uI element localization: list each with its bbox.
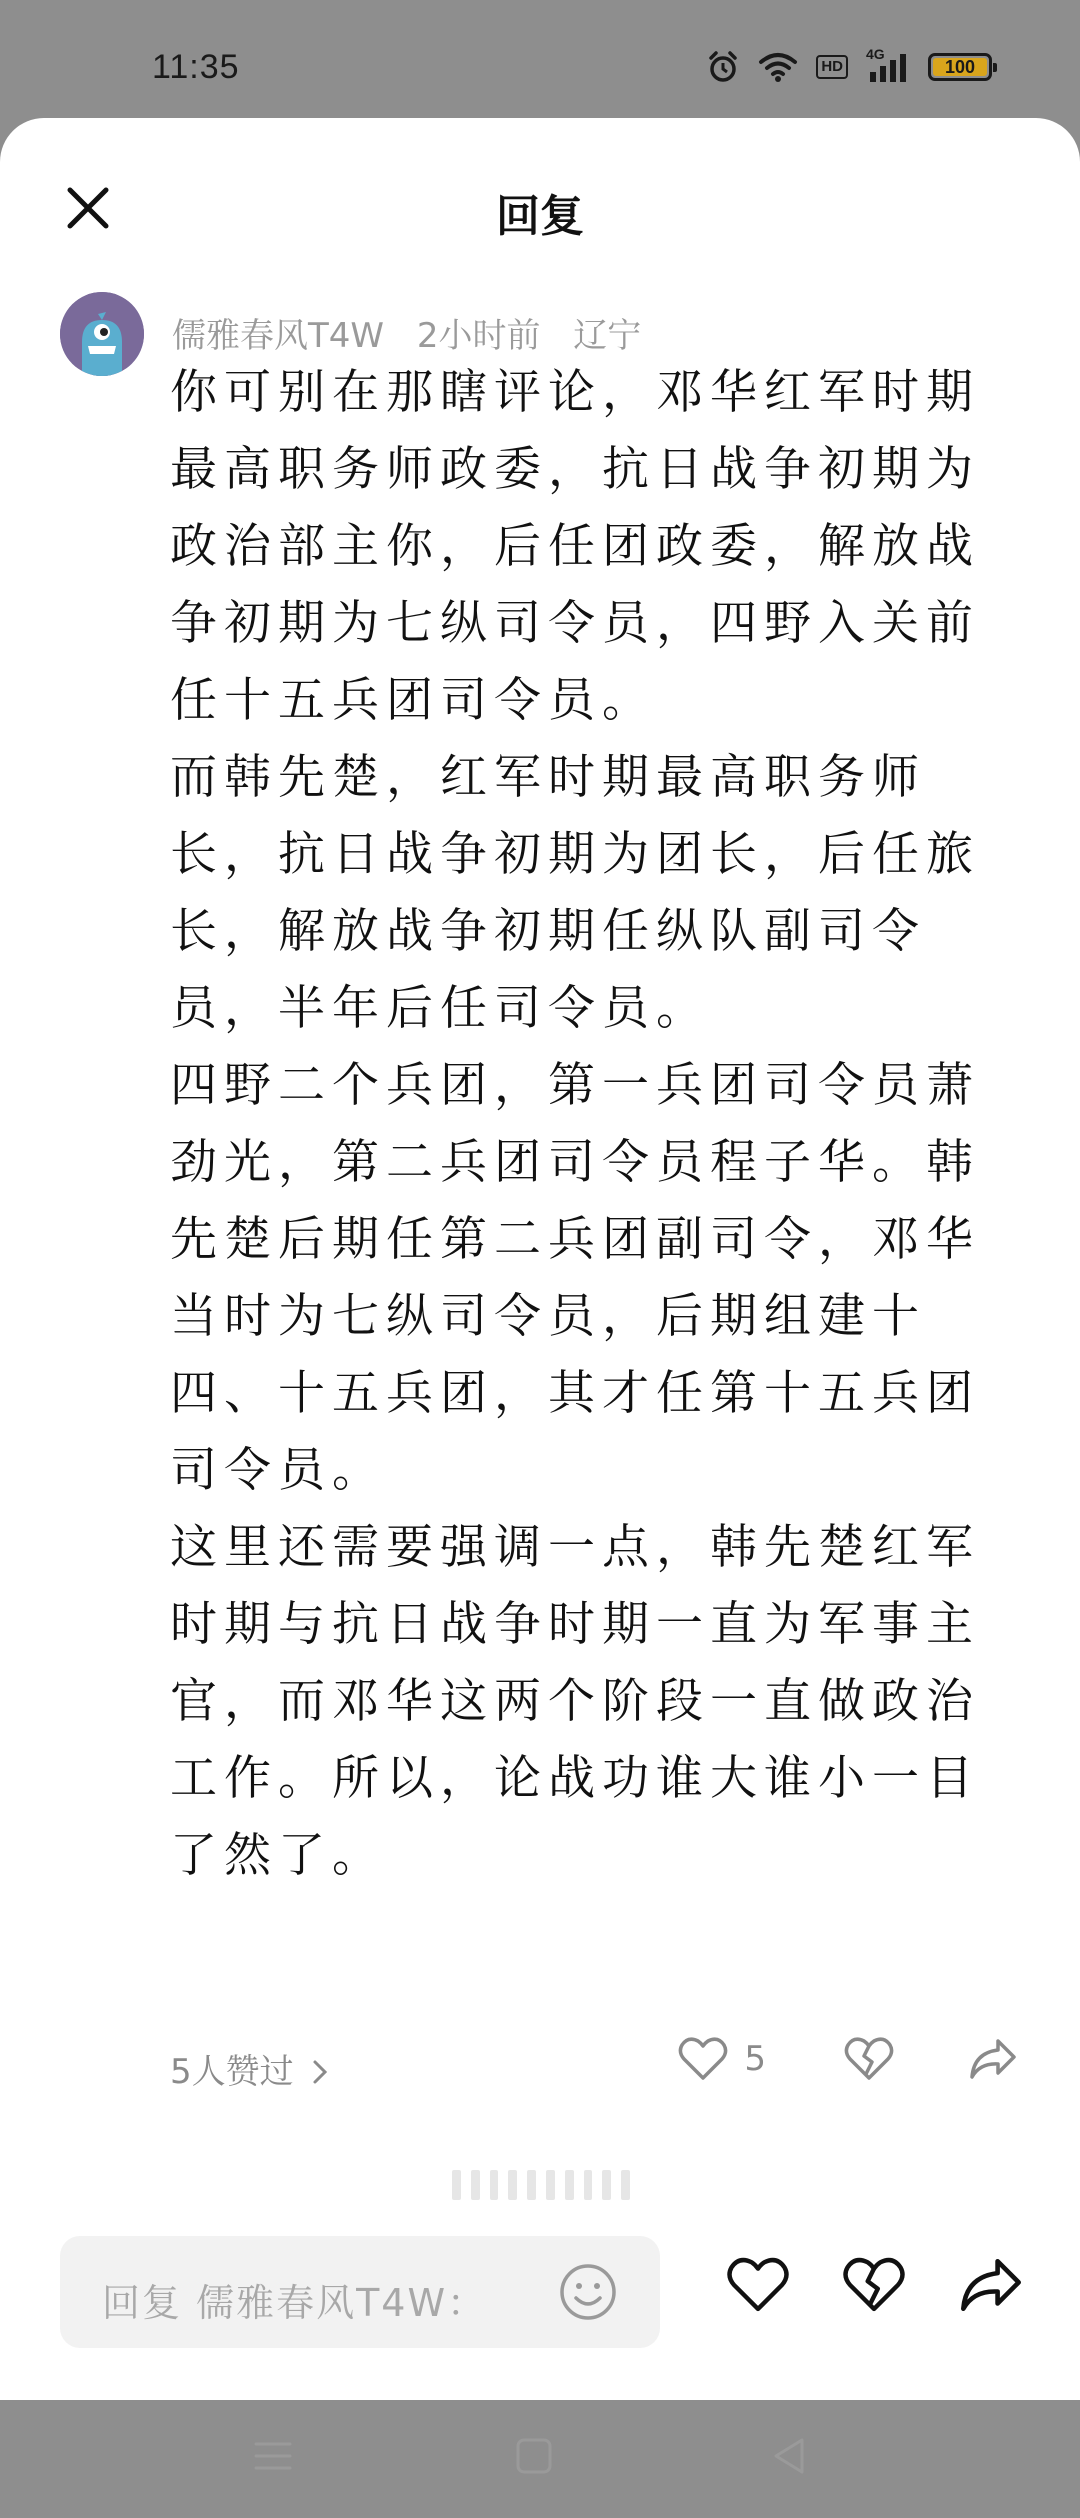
comment-paragraph: 你可别在那瞎评论，邓华红军时期最高职务师政委，抗日战争初期为政治部主你，后任团政委，解放战争初期为七纵司令员，四野入关前任十五兵团司令员。 [170, 365, 980, 728]
likes-summary-text: 5人赞过 [170, 2052, 294, 2092]
network-type-label: 4G [866, 46, 885, 62]
heart-icon [726, 2256, 790, 2314]
page-title: 回复 [496, 191, 584, 242]
home-square-icon [514, 2436, 554, 2476]
share-icon [958, 2256, 1024, 2314]
menu-nav-button[interactable] [252, 2436, 294, 2480]
share-button[interactable] [968, 2037, 1018, 2081]
reply-bar-actions [726, 2256, 1024, 2318]
share-icon [968, 2037, 1018, 2081]
share-button-bottom[interactable] [958, 2256, 1024, 2318]
like-button[interactable] [678, 2036, 844, 2082]
smiley-icon [558, 2262, 618, 2322]
reply-sheet [0, 118, 1080, 2400]
battery-icon [928, 53, 992, 81]
avatar[interactable] [60, 292, 144, 376]
hd-badge: HD [816, 55, 848, 79]
alarm-icon [706, 50, 740, 84]
comment-paragraph: 这里还需要强调一点，韩先楚红军时期与抗日战争时期一直为军事主官，而邓华这两个阶段一直做政治工作。所以，论战功谁大谁小一目了然了。 [170, 1520, 980, 1883]
comment-paragraph: 四野二个兵团，第一兵团司令员萧劲光，第二兵团司令员程子华。韩先楚后期任第二兵团副司令，邓华当时为七纵司令员，后期组建十四、十五兵团，其才任第十五兵团司令员。 [170, 1058, 980, 1498]
like-count: 5 [744, 2039, 766, 2079]
menu-icon [252, 2436, 294, 2476]
comment-location: 辽宁 [573, 316, 642, 356]
heart-icon [678, 2036, 728, 2082]
system-nav-bar [0, 2418, 1080, 2518]
status-bar [0, 0, 1080, 118]
reply-input[interactable] [60, 2236, 660, 2348]
dislike-button[interactable] [844, 2036, 894, 2082]
comment-actions [678, 2036, 1018, 2082]
author-name[interactable]: 儒雅春风T4W [172, 316, 385, 356]
comment-meta [172, 308, 663, 357]
comment-body [170, 354, 990, 1894]
comment-time: 2小时前 [416, 316, 541, 356]
battery-level: 100 [944, 56, 976, 77]
back-nav-button[interactable] [770, 2436, 810, 2480]
like-button-bottom[interactable] [726, 2256, 790, 2318]
status-icons [706, 46, 992, 84]
status-time: 11:35 [152, 48, 240, 86]
signal-icon [866, 46, 910, 82]
broken-heart-icon [842, 2256, 906, 2314]
broken-heart-icon [844, 2036, 894, 2082]
comment-paragraph: 而韩先楚，红军时期最高职务师长，抗日战争初期为团长，后任旅长，解放战争初期任纵队副司令员，半年后任司令员。 [170, 750, 980, 1036]
back-triangle-icon [770, 2436, 810, 2476]
chevron-right-icon [312, 2052, 328, 2092]
wifi-icon [758, 51, 798, 83]
dislike-button-bottom[interactable] [842, 2256, 906, 2318]
scroll-indicator [452, 2170, 630, 2200]
reply-placeholder: 回复 儒雅春风T4W： [102, 2281, 488, 2325]
likes-summary-link[interactable] [170, 2044, 328, 2093]
home-nav-button[interactable] [514, 2436, 554, 2480]
emoji-button[interactable] [558, 2262, 618, 2326]
